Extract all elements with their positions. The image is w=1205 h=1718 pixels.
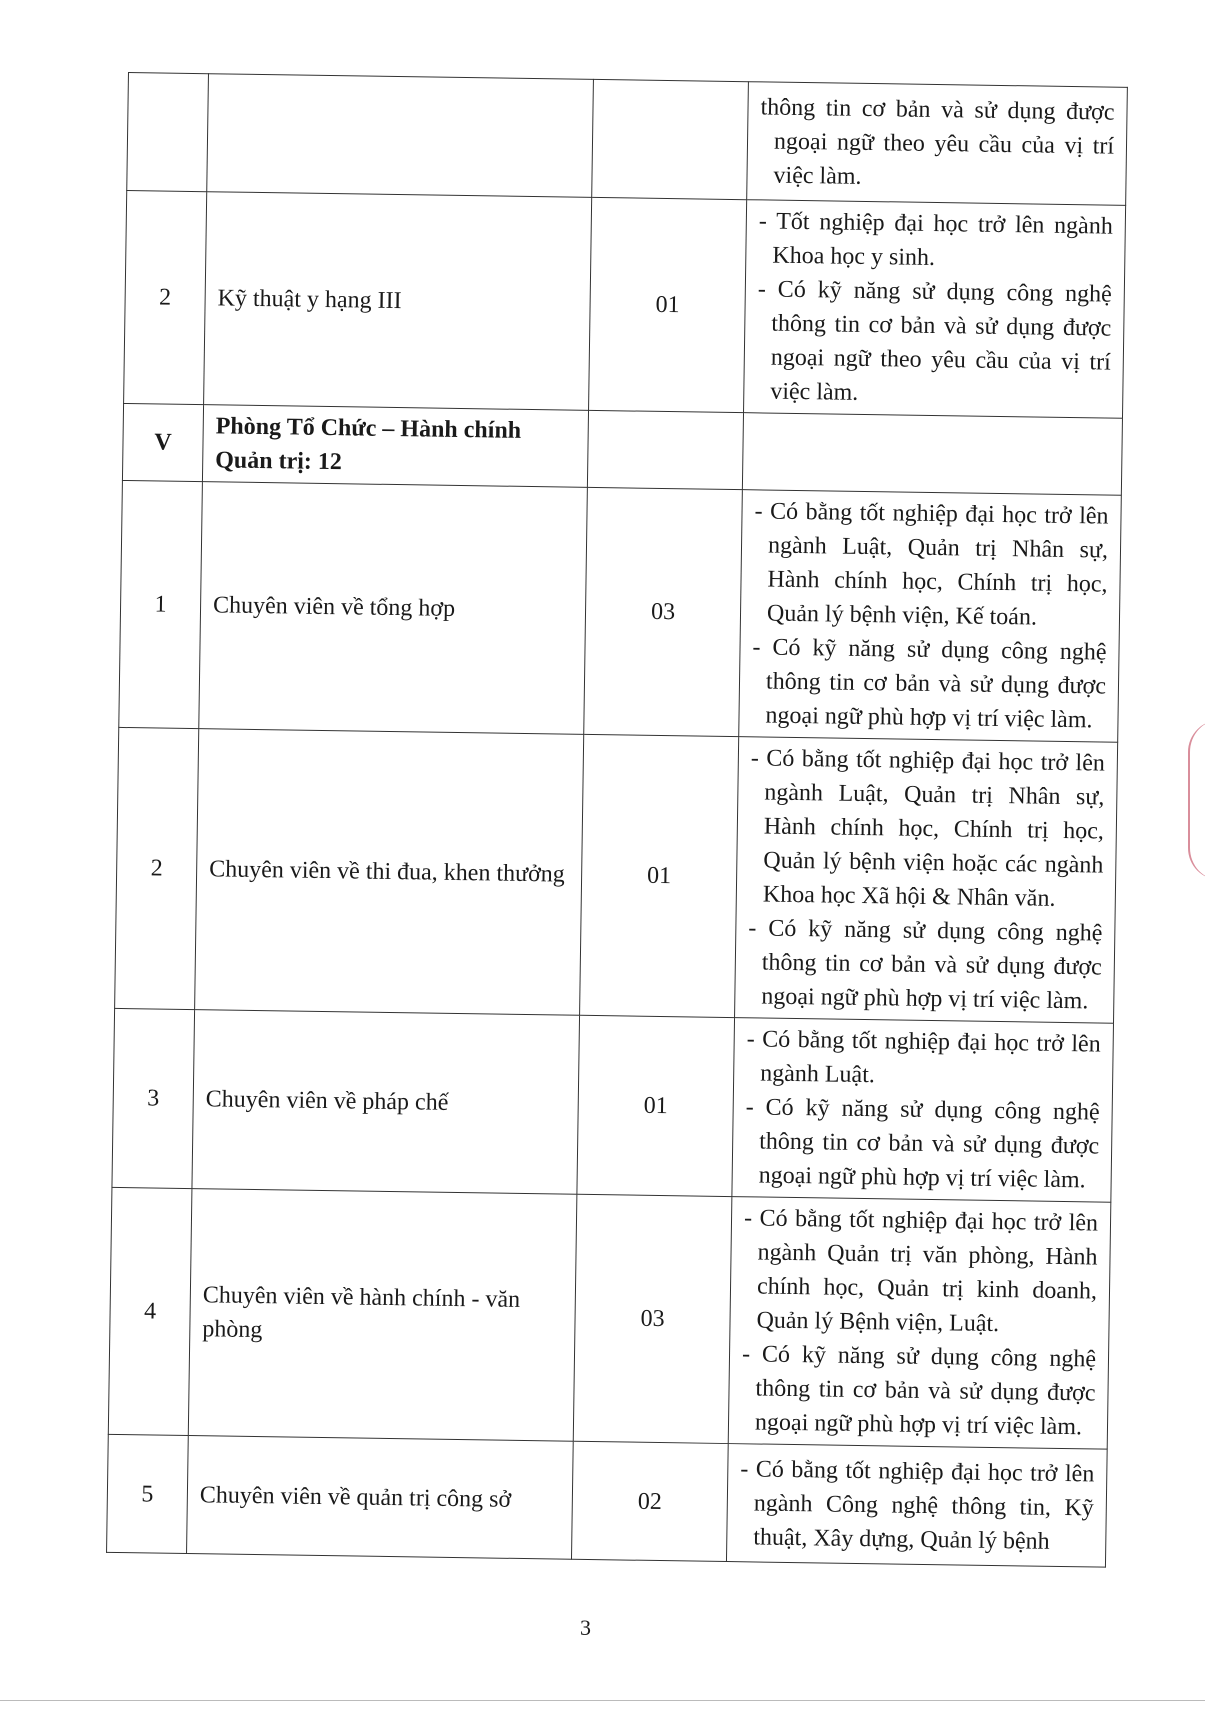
- quantity: 03: [573, 1194, 732, 1443]
- position-name: Chuyên viên về thi đua, khen thưởng: [195, 729, 584, 1016]
- requirement-item: - Có bằng tốt nghiệp đại học trở lên ngành Luật, Quản trị Nhân sự, Hành chính học, Chính trị học, Quản lý bệnh viện, Kế toán.: [754, 498, 1109, 631]
- position-name: Phòng Tổ Chức – Hành chính Quản trị: 12: [202, 405, 588, 488]
- table-row: [112, 1008, 1114, 1202]
- requirements: [735, 737, 1118, 1024]
- requirements: [744, 200, 1126, 419]
- requirement-item: - Có bằng tốt nghiệp đại học trở lên ngành Luật.: [746, 1026, 1101, 1089]
- row-number: 4: [108, 1187, 192, 1435]
- requirements: [739, 490, 1122, 743]
- row-number: 1: [119, 480, 203, 728]
- requirements: [732, 1018, 1114, 1203]
- position-name: [207, 74, 594, 198]
- table-body: [107, 73, 1128, 1568]
- requirement-item: - Có kỹ năng sử dụng công nghệ thông tin cơ bản và sử dụng được ngoại ngữ phù hợp vị trí việc làm.: [745, 1094, 1100, 1194]
- table-row: [108, 1187, 1111, 1449]
- requirement-item: - Tốt nghiệp đại học trở lên ngành Khoa học y sinh.: [758, 208, 1114, 271]
- table-row: [124, 190, 1126, 418]
- quantity: 01: [580, 734, 739, 1017]
- quantity: [587, 410, 743, 489]
- position-name: Chuyên viên về pháp chế: [192, 1010, 580, 1195]
- requirement-item: - Có bằng tốt nghiệp đại học trở lên ngành Luật, Quản trị Nhân sự, Hành chính học, Chính trị học, Quản lý bệnh viện hoặc các ngành Khoa học Xã hội & Nhân văn.: [750, 745, 1106, 912]
- position-name: Chuyên viên về quản trị công sở: [187, 1436, 574, 1560]
- position-name: Chuyên viên về tổng hợp: [199, 482, 588, 735]
- requirement-item: - Có kỹ năng sử dụng công nghệ thông tin cơ bản và sử dụng được ngoại ngữ theo yêu cầu của vị trí việc làm.: [757, 276, 1112, 406]
- page-edge: [0, 1700, 1205, 1701]
- requirement-item: - Có bằng tốt nghiệp đại học trở lên ngành Quản trị văn phòng, Hành chính học, Quản trị kinh doanh, Quản lý Bệnh viện, Luật.: [743, 1205, 1099, 1338]
- row-number: 2: [115, 727, 199, 1009]
- row-number: 2: [124, 190, 207, 404]
- quantity: 01: [577, 1015, 735, 1196]
- stamp-fragment: [1188, 720, 1205, 880]
- recruitment-table: [106, 72, 1128, 1568]
- table-row: [119, 480, 1122, 742]
- position-name: Kỹ thuật y hạng III: [204, 192, 592, 411]
- page-number: 3: [580, 1615, 591, 1640]
- requirement-item: - Có kỹ năng sử dụng công nghệ thông tin cơ bản và sử dụng được ngoại ngữ phù hợp vị trí việc làm.: [752, 634, 1107, 734]
- row-number: 3: [112, 1008, 195, 1188]
- requirement-item: - Có kỹ năng sử dụng công nghệ thông tin cơ bản và sử dụng được ngoại ngữ phù hợp vị trí việc làm.: [741, 1341, 1097, 1441]
- requirement-item: - Có kỹ năng sử dụng công nghệ thông tin cơ bản và sử dụng được ngoại ngữ phù hợp vị trí việc làm.: [748, 915, 1103, 1015]
- requirements: [747, 82, 1128, 206]
- section-row: [122, 403, 1122, 495]
- table-row: [127, 73, 1128, 206]
- row-number: 5: [107, 1434, 189, 1553]
- row-number: [127, 73, 209, 192]
- row-number: V: [122, 403, 203, 481]
- quantity: 01: [589, 197, 747, 412]
- requirement-item: - Có bằng tốt nghiệp đại học trở lên ngành Công nghệ thông tin, Kỹ thuật, Xây dựng, Quản lý bệnh: [740, 1455, 1095, 1555]
- quantity: [592, 79, 749, 199]
- quantity: 02: [571, 1441, 728, 1561]
- quantity: 03: [584, 487, 743, 736]
- requirements: [726, 1444, 1107, 1568]
- requirement-item: thông tin cơ bản và sử dụng được ngoại ngữ theo yêu cầu của vị trí việc làm.: [760, 93, 1115, 190]
- position-name: Chuyên viên về hành chính - văn phòng: [188, 1189, 577, 1442]
- table-row: [107, 1434, 1108, 1567]
- requirements: [728, 1197, 1111, 1450]
- requirements: [742, 413, 1122, 496]
- table-row: [115, 727, 1118, 1023]
